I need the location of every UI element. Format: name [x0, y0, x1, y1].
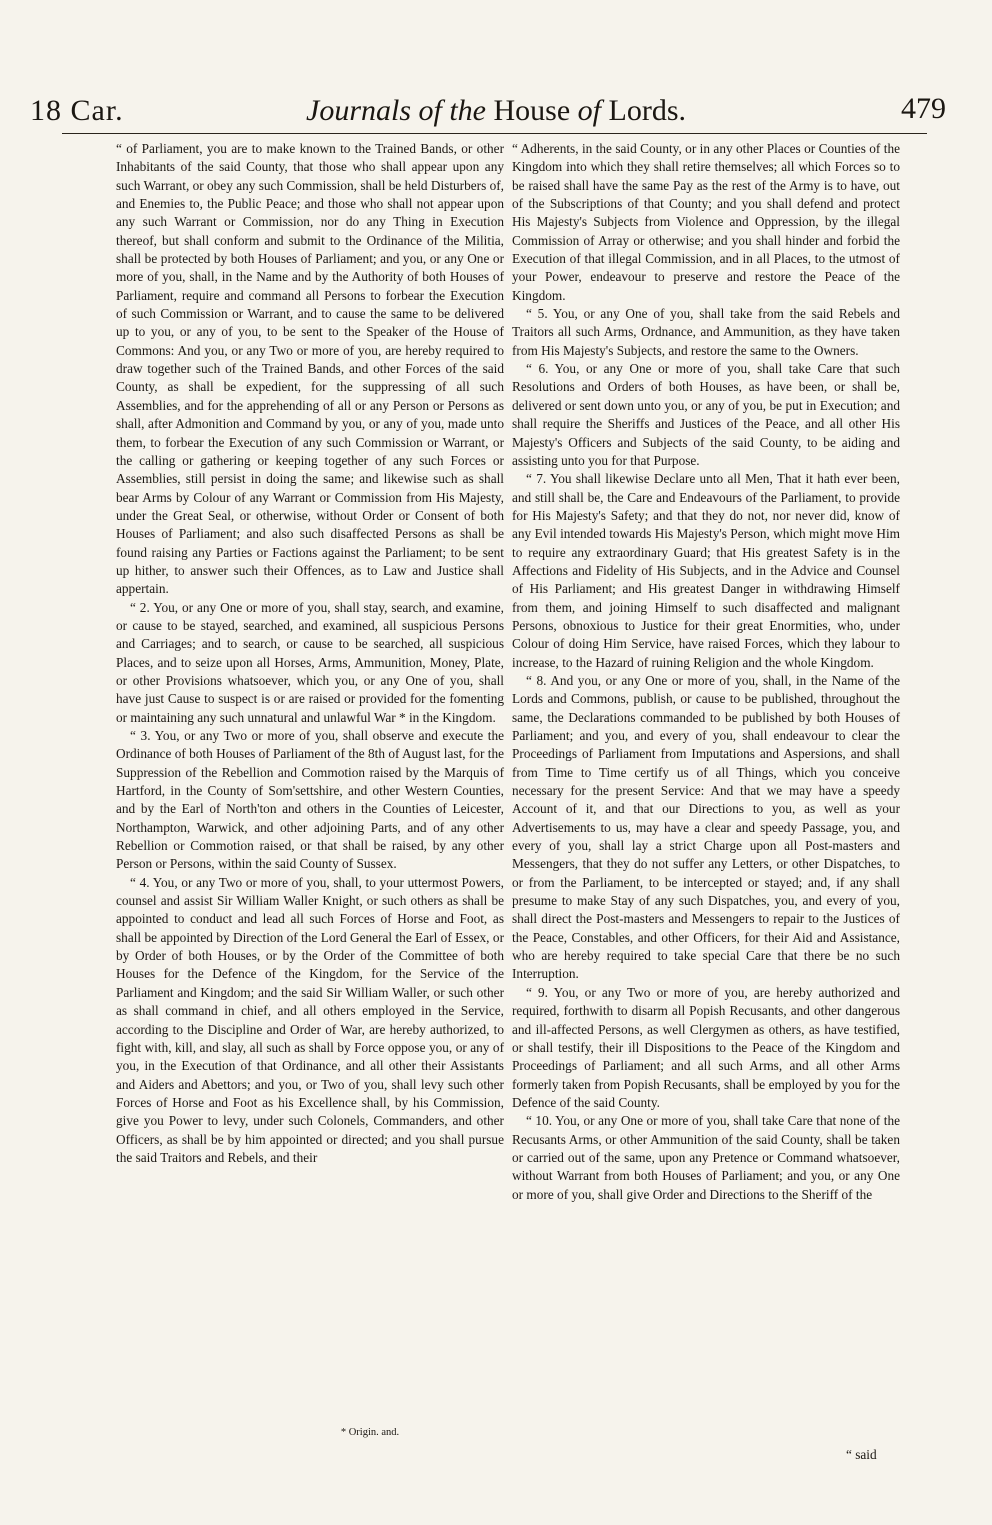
title-word: Lords.: [608, 94, 686, 127]
paragraph: “ 7. You shall likewise Declare unto all Men, That it hath ever been, and still shall be, the Care and Endeavours of the Parliament, to provide for His Majesty's Safety; and that they do not, nor never did, know of any Evil intended towards His Majesty's Person, which might move Him to require any extraordinary Guard; that His greatest Safety is in the Affections and Fidelity of His Subjects, and in the Advice and Counsel of His Parliament; and His greatest Danger in withdrawing Himself from them, and joining Himself to such disaffected and malignant Persons, obnoxious to Justice for their great Enormities, who, under Colour of doing Him Service, have raised Forces, which they labour to increase, to the Hazard of ruining Religion and the whole Kingdom.: [512, 471, 900, 670]
paragraph: “ 10. You, or any One or more of you, shall take Care that none of the Recusants Arms, or other Ammunition of the said County, shall be taken or carried out of the same, upon any Pretence or Command whatsoever, without Warrant from both Houses of Parliament; and you, or any One or more of you, shall give Order and Directions to the Sheriff of the: [512, 1113, 900, 1202]
title-word: the: [449, 94, 486, 127]
running-title: [0, 94, 992, 128]
header-rule: [62, 133, 927, 134]
paragraph: “ 4. You, or any Two or more of you, shall, to your uttermost Powers, counsel and assist Sir William Waller Knight, or such others as shall be appointed to conduct and lead all such Forces of Horse and Foot, as shall be appointed by Direction of the Lord General the Earl of Essex, or by Order of both Houses, or by the Order of the Committee of both Houses for the Defence of the Kingdom, for the Service of the Parliament and Kingdom; and the said Sir William Waller, or such other as shall command in chief, and all others employed in the Service, according to the Discipline and Order of War, are hereby authorized, to fight with, kill, and slay, all such as shall by Force oppose you, or any of you, in the Execution of that Ordinance, and all other their Assistants and Aiders and Abettors; and you, or Two of you, shall levy such other Forces of Horse and Foot as his Excellence shall, by his Commission, give you Power to levy, under such Colonels, Commanders, and other Officers, as shall be by him appointed or directed; and you shall pursue the said Traitors and Rebels, and their: [116, 874, 504, 1165]
catchword: “ said: [846, 1447, 877, 1462]
paragraph: “ 9. You, or any Two or more of you, are hereby authorized and required, forthwith to disarm all Popish Recusants, and other dangerous and ill-affected Persons, as well Clergymen as others, as have testified, or shall testify, their ill Dispositions to the Peace of the Kingdom and Proceedings of Parliament; and all such Arms, and all other Arms formerly taken from Popish Recusants, shall be employed by you for the Defence of the said County.: [512, 984, 900, 1110]
paragraph: “ 8. And you, or any One or more of you, shall, in the Name of the Lords and Commons, publish, or cause to be published, throughout the same, the Declarations commanded to be published by both Houses of Parliament; and you, and every of you, shall endeavour to clear the Proceedings of Parliament from Imputations and Aspersions, and shall from Time to Time certify us of all Things, which you conceive necessary for the present Service: And that we may have a speedy Account of it, and that our Directions to you, as well as your Advertisements to us, may have a clear and speedy Passage, you, and every of you, shall lay a strict Charge upon all Post-masters and Messengers, that they do not suffer any Letters, or other Dispatches, to or from the Parliament, to be intercepted or stayed; and, if any shall presume to make Stay of any such Dispatches, you, and every of you, shall direct the Post-masters and Messengers to repair to the Justices of the Peace, Constables, and other Officers, for their Aid and Assistance, who are hereby required to take special Care that there be no such Interruption.: [512, 672, 900, 982]
page-number: 479: [901, 92, 946, 125]
right-column: [512, 140, 900, 1204]
title-word: of: [577, 94, 601, 127]
title-word: House: [493, 94, 571, 127]
paragraph: “ 2. You, or any One or more of you, shall stay, search, and examine, or cause to be stayed, searched, and examined, all suspicious Persons and Carriages; and to search, or cause to be searched, all suspicious Places, and to seize upon all Horses, Arms, Ammunition, Money, Plate, or other Provisions whatsoever, which you, or any One of you, shall have just Cause to suspect is or are raised or provided for the fomenting or maintaining any such unnatural and unlawful War * in the Kingdom.: [116, 599, 504, 725]
title-word: Journals: [306, 94, 411, 127]
paragraph: “ 3. You, or any Two or more of you, shall observe and execute the Ordinance of both Houses of Parliament of the 8th of August last, for the Suppression of the Rebellion and Commotion raised by the Marquis of Hartford, in the County of Som'settshire, and other Western Counties, and by the Earl of North'ton and others in the Counties of Leicester, Northampton, Warwick, and other adjoining Parts, and of any other Rebellion or Commotion raised, or that shall be raised, by any other Person or Persons, within the said County of Sussex.: [116, 728, 504, 872]
paragraph: “ 5. You, or any One of you, shall take from the said Rebels and Traitors all such Arms, Ordnance, and Ammunition, as they have taken from His Majesty's Subjects, and restore the same to the Owners.: [512, 306, 900, 358]
left-column: [116, 140, 504, 1167]
footnote: * Origin. and.: [340, 1427, 400, 1438]
paragraph: “ of Parliament, you are to make known to the Trained Bands, or other Inhabitants of the said County, that those who shall appear upon any such Warrant, or obey any such Commission, shall be held Disturbers of, and Enemies to, the Public Peace; and those who shall not appear upon any such Warrant or Commission, nor do any Thing in Execution thereof, but shall conform and submit to the Ordinance of the Militia, shall be protected by both Houses of Parliament; and you, or any One or more of you, shall, in the Name and by the Authority of both Houses of Parliament, require and command all Persons to forbear the Execution of such Commission or Warrant, and to cause the same to be delivered up to you, or any of you, to be sent to the Speaker of the House of Commons: And you, or any Two or more of you, are hereby required to draw together such of the Trained Bands, and other Forces of the said County, as shall be expedient, for the suppressing of all such Assemblies, and for the apprehending of all or any Person or Persons as shall, after Admonition and Command by you, or any of you, made unto them, to forbear the Execution of any such Commission or Warrant, or the calling or gathering or keeping together of any such Forces or Assemblies, still persist in doing the same; and likewise such as shall bear Arms by Colour of any Warrant or Commission from His Majesty, under the Great Seal, or otherwise, without Order or Consent of both Houses of Parliament; and also such disaffected Persons as shall be found raising any Parties or Factions against the Parliament; to be sent up hither, to answer such their Offences, as to Law and Justice shall appertain.: [116, 141, 504, 597]
regnal-year: 18 Car.: [30, 94, 124, 127]
paragraph: “ 6. You, or any One or more of you, shall take Care that such Resolutions and Orders of both Houses, as have been, or shall be, delivered or sent down unto you, or any of you, be put in Execution; and shall require the Sheriffs and Justices of the Peace, and all other His Majesty's Officers and Subjects of the said County, to be aiding and assisting unto you for that Purpose.: [512, 361, 900, 468]
page-header: [0, 0, 992, 140]
paragraph: “ Adherents, in the said County, or in any other Places or Counties of the Kingdom into which they shall retire themselves; all which Forces so to be raised shall have the same Pay as the rest of the Army is to have, out of the Subscriptions of that County; and you shall defend and protect His Majesty's Subjects from Violence and Oppression, by the illegal Commission of Array or otherwise; and you shall hinder and forbid the Execution of that illegal Commission, and in all Places, to the utmost of your Power, endeavour to preserve and restore the Peace of the Kingdom.: [512, 141, 900, 303]
title-word: of: [418, 94, 442, 127]
